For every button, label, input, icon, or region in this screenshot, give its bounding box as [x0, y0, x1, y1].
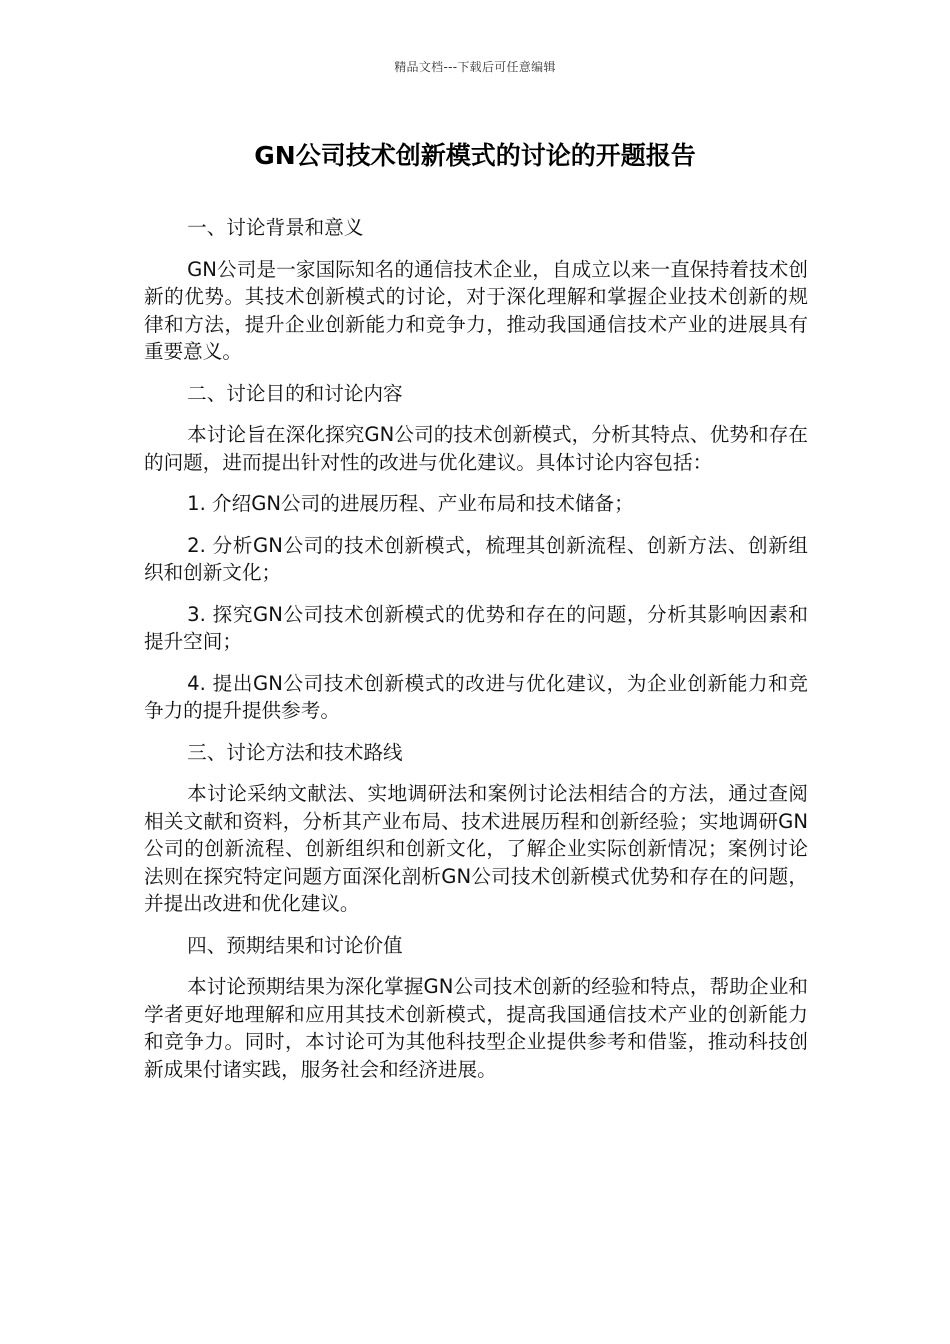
list-item-4: 4. 提出GN公司技术创新模式的改进与优化建议，为企业创新能力和竞争力的提升提供参考。: [144, 671, 808, 722]
document-title: GN公司技术创新模式的讨论的开题报告: [254, 141, 696, 170]
section-heading-purpose: 二、讨论目的和讨论内容: [187, 381, 403, 405]
paragraph-purpose: 本讨论旨在深化探究GN公司的技术创新模式，分析其特点、优势和存在的问题，进而提出针对性的改进与优化建议。具体讨论内容包括：: [144, 423, 808, 474]
list-item-3: 3. 探究GN公司技术创新模式的优势和存在的问题，分析其影响因素和提升空间；: [144, 602, 808, 653]
page-header-watermark: 精品文档---下载后可任意编辑: [394, 60, 556, 74]
section-heading-results: 四、预期结果和讨论价值: [187, 933, 403, 957]
paragraph-results: 本讨论预期结果为深化掌握GN公司技术创新的经验和特点，帮助企业和学者更好地理解和应用其技术创新模式，提高我国通信技术产业的创新能力和竞争力。同时，本讨论可为其他科技型企业提供参考和借鉴，推动科技创新成果付诸实践，服务社会和经济进展。: [144, 975, 808, 1081]
list-item-1: 1. 介绍GN公司的进展历程、产业布局和技术储备；: [187, 492, 634, 515]
paragraph-method: 本讨论采纳文献法、实地调研法和案例讨论法相结合的方法，通过查阅相关文献和资料，分析其产业布局、技术进展历程和创新经验；实地调研GN公司的创新流程、创新组织和创新文化，了解企业实际创新情况；案例讨论法则在探究特定问题方面深化剖析GN公司技术创新模式优势和存在的问题，并提出改进和优化建议。: [144, 782, 808, 915]
section-heading-background: 一、讨论背景和意义: [187, 216, 364, 239]
section-heading-method: 三、讨论方法和技术路线: [187, 740, 403, 764]
paragraph-background: GN公司是一家国际知名的通信技术企业，自成立以来一直保持着技术创新的优势。其技术创新模式的讨论，对于深化理解和掌握企业技术创新的规律和方法，提升企业创新能力和竞争力，推动我国通信技术产业的进展具有重要意义。: [144, 257, 808, 363]
document-body: [144, 214, 808, 1097]
list-item-2: 2. 分析GN公司的技术创新模式，梳理其创新流程、创新方法、创新组织和创新文化；: [144, 533, 808, 584]
